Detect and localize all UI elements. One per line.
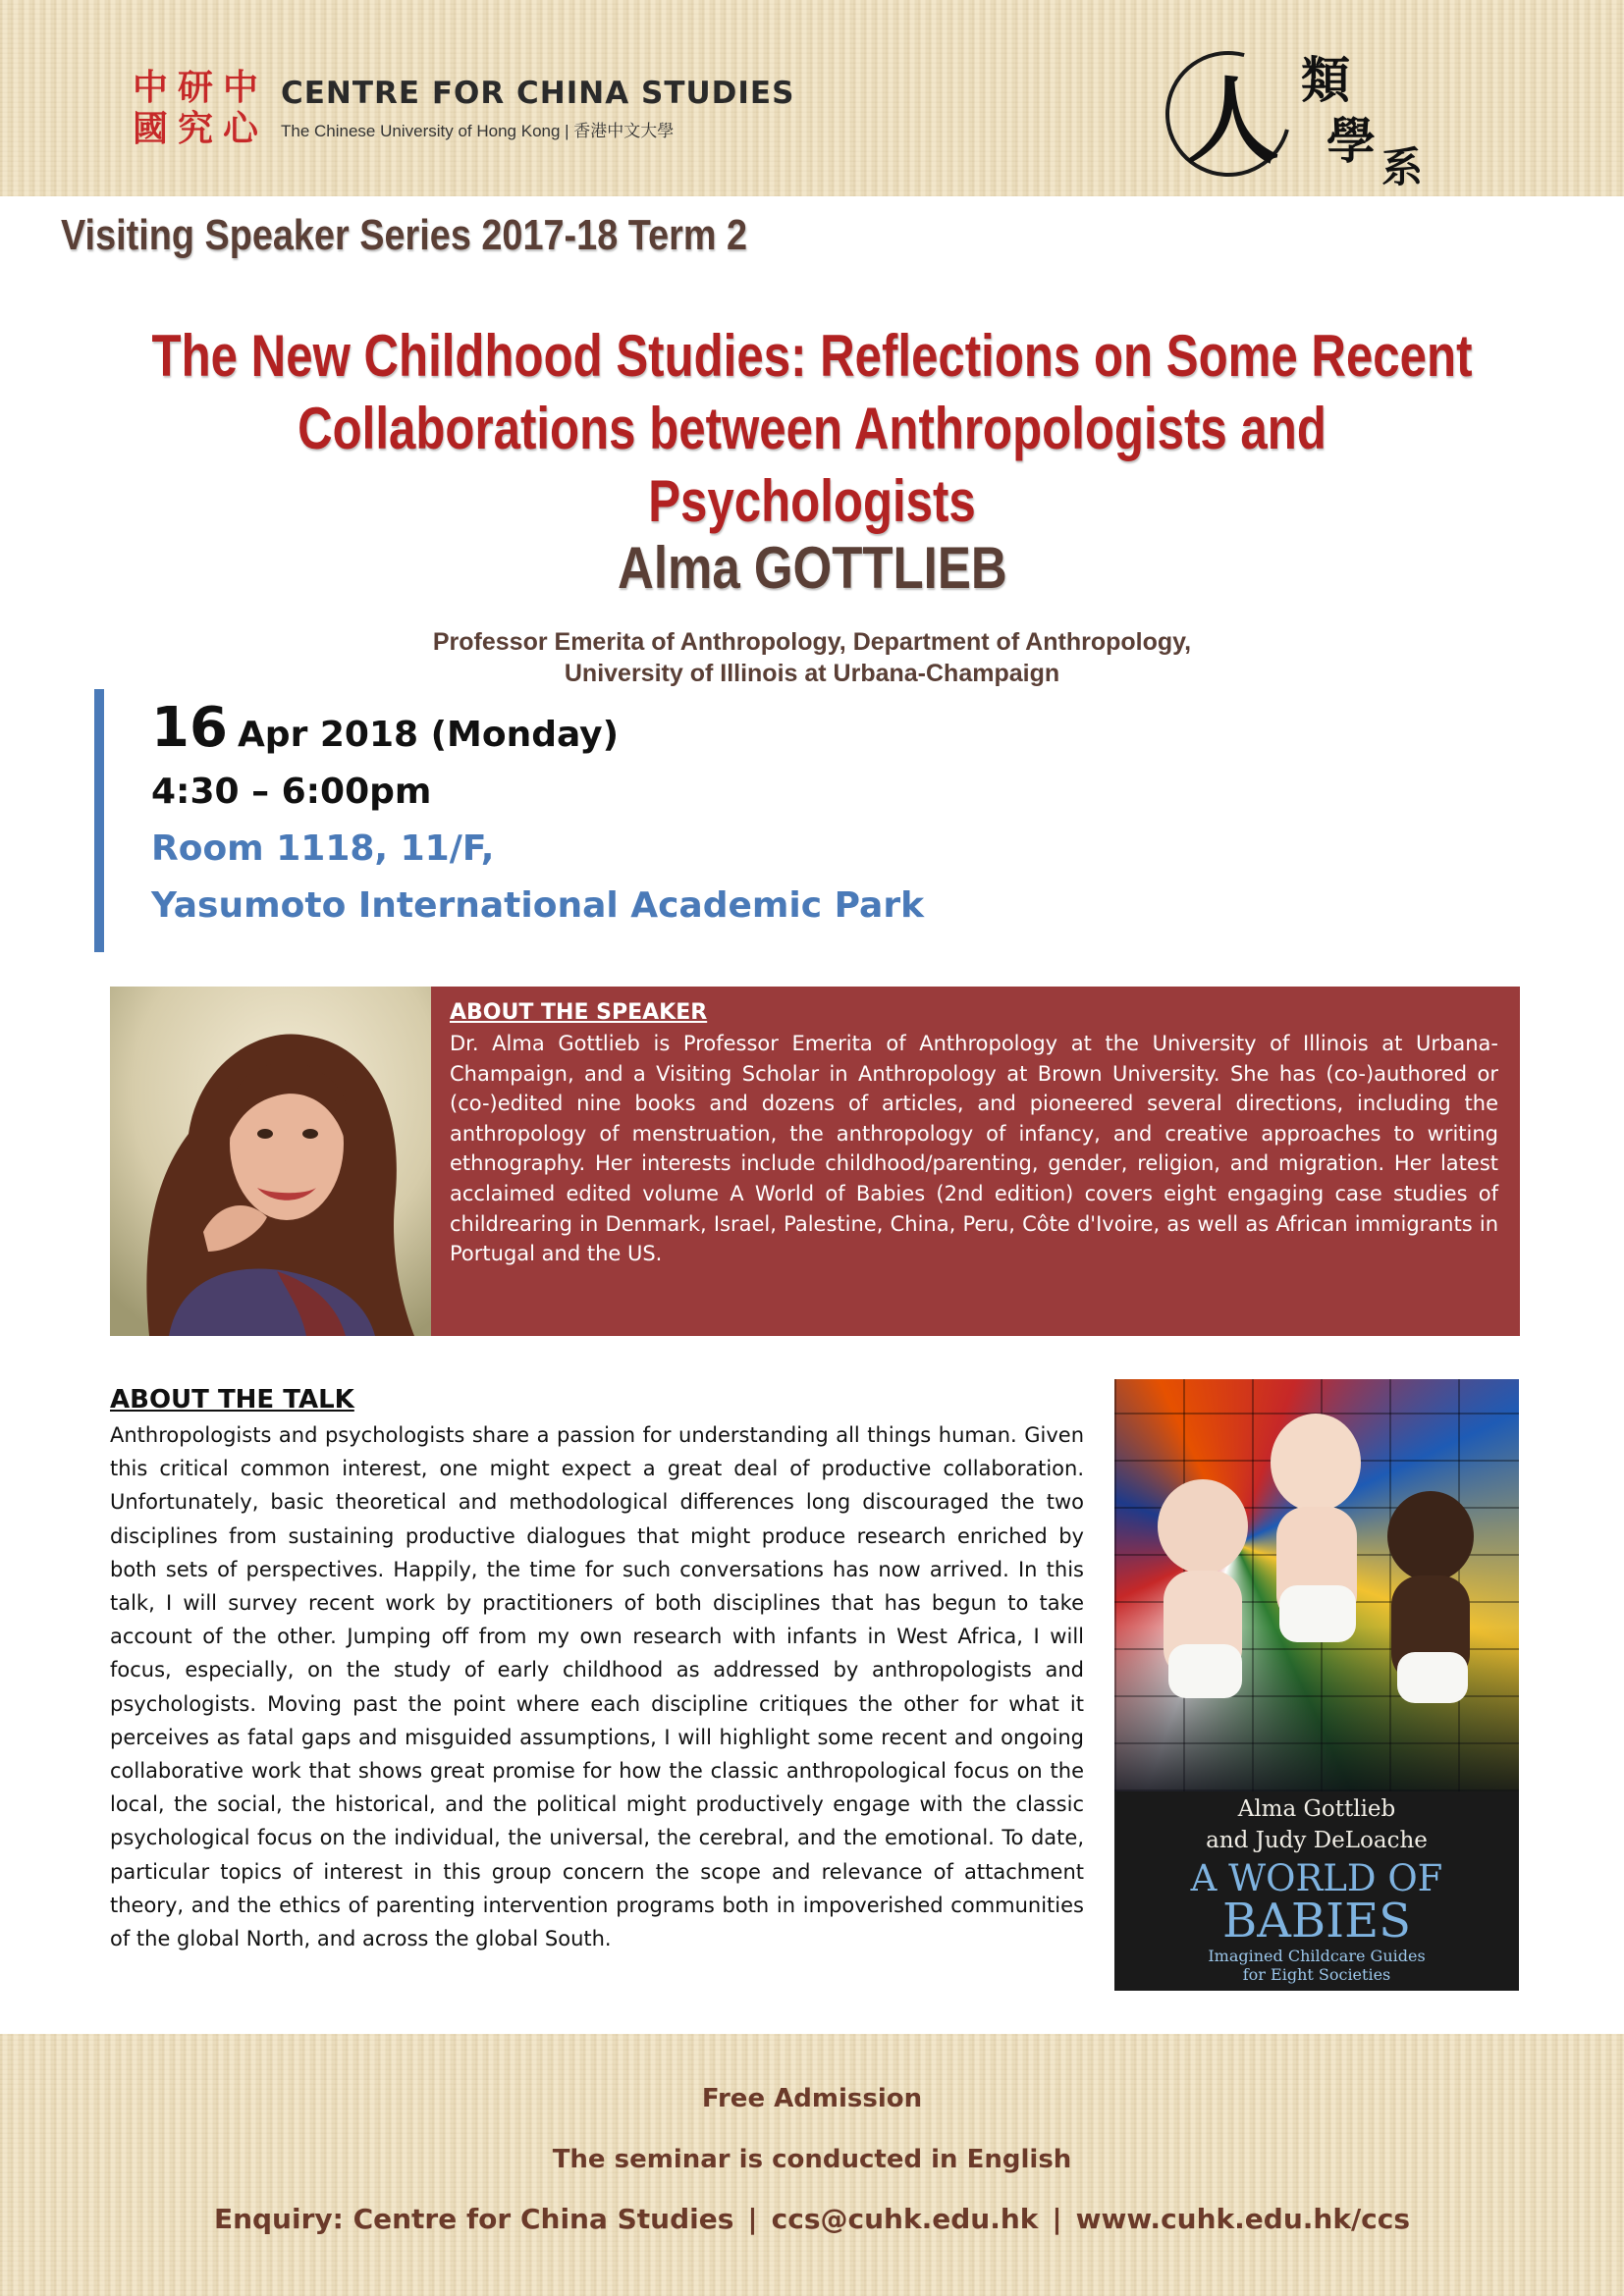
ccs-text	[281, 76, 794, 141]
enquiry-line	[0, 2201, 1624, 2238]
event-accent-bar	[94, 689, 104, 952]
book-cover	[1114, 1379, 1519, 1991]
seal-char: 究	[177, 108, 213, 149]
logo-char: 系	[1381, 143, 1424, 191]
book-title-line: BABIES	[1221, 1894, 1412, 1949]
event-details	[151, 696, 925, 934]
ccs-seal-logo	[130, 69, 263, 147]
speaker-photo	[110, 987, 431, 1336]
seal-char: 研	[177, 67, 213, 108]
anthropology-logo	[1154, 37, 1448, 191]
book-author: and Judy DeLoache	[1206, 1828, 1428, 1853]
talk-abstract: Anthropologists and psychologists share a passion for understanding all things human. Given this critical common interest, one might expect a great deal of productive collaboration. Unfortunately, basic theoretical and methodological differences long discouraged the two disciplines from sustaining productive dialogues that might produce research enriched by both sets of perspectives. Happily, the time for such conversations has now arrived. In this talk, I will survey recent work by practitioners of both disciplines that has begun to take account of the other. Jumping off from my own research with infants in West Africa, I will focus, especially, on the study of early childhood as addressed by anthropologists and psychologists. Moving past the point where each discipline critiques the other for what it perceives as fatal gaps and misguided assumptions, I will highlight some recent and ongoing collaborative work that shows great promise for how the classic anthropological focus on the local, the social, the historical, and the political might productively engage with the classic psychological focus on the individual, the universal, the cerebral, and the emotional. To date, particular topics of interest in this group concern the scope and relevance of attachment theory, and the ethics of parenting intervention programs both in impoverished communities of the global North, and across the global South.	[110, 1423, 1084, 1951]
talk-title-line: The New Childhood Studies: Reflections on Some Recent	[151, 323, 1473, 389]
event-venue-room: Room 1118, 11/F,	[151, 828, 495, 869]
event-time: 4:30 – 6:00pm	[151, 772, 432, 812]
speaker-name-text: Alma GOTTLIEB	[617, 535, 1007, 601]
series-title: Visiting Speaker Series 2017-18 Term 2	[61, 211, 748, 259]
affiliation-line: Professor Emerita of Anthropology, Department of Anthropology,	[432, 628, 1192, 656]
ccs-logo	[130, 69, 794, 147]
logo-char: 類	[1301, 51, 1350, 109]
book-subtitle-line: for Eight Societies	[1242, 1965, 1391, 1984]
speaker-name	[0, 534, 1624, 602]
separator: |	[1052, 2203, 1062, 2235]
speaker-portrait-icon	[110, 987, 431, 1336]
seal-char: 中	[132, 67, 168, 108]
language-note: The seminar is conducted in English	[552, 2145, 1072, 2174]
footer	[0, 2081, 1624, 2238]
affiliation-line: University of Illinois at Urbana-Champaign	[564, 660, 1060, 687]
enquiry-email-link[interactable]: ccs@cuhk.edu.hk	[771, 2203, 1039, 2235]
separator: |	[747, 2203, 758, 2235]
talk-title	[0, 320, 1624, 538]
admission-note: Free Admission	[701, 2084, 923, 2113]
event-date-rest: Apr 2018 (Monday)	[237, 715, 620, 755]
logo-char: 學	[1326, 112, 1376, 170]
enquiry-label: Enquiry: Centre for China Studies	[213, 2203, 734, 2235]
seal-char: 中	[222, 67, 258, 108]
book-author: Alma Gottlieb	[1237, 1796, 1396, 1822]
book-flags-background	[1114, 1379, 1519, 1791]
event-date	[151, 696, 924, 760]
book-authors	[1114, 1793, 1519, 1856]
about-talk-heading: ABOUT THE TALK	[110, 1385, 354, 1415]
book-title-line: A WORLD OF	[1190, 1857, 1443, 1899]
enquiry-website-link[interactable]: www.cuhk.edu.hk/ccs	[1075, 2203, 1411, 2235]
about-talk-section	[110, 1382, 1084, 1955]
about-speaker-heading: ABOUT THE SPEAKER	[450, 1000, 708, 1025]
event-venue-building: Yasumoto International Academic Park	[151, 885, 925, 926]
speaker-bio: Dr. Alma Gottlieb is Professor Emerita of Anthropology at the University of Illinois at Urbana-Champaign, and a Visiting Scholar in Anthropology at Brown University. She has (co-)authored or (co-)edited nine books and dozens of articles, and pioneered several directions, including the anthropology of menstruation, the anthropology of infancy, and creative approaches to writing ethnography. Her interests include childhood/parenting, gender, religion, and migration. Her latest acclaimed edited volume A World of Babies (2nd edition) covers eight engaging case studies of childrearing in Denmark, Israel, Palestine, China, Peru, Côte d'Ivoire, as well as African immigrants in Portugal and the US.	[450, 1032, 1498, 1266]
ccs-name: CENTRE FOR CHINA STUDIES	[281, 75, 795, 111]
ccs-subtitle: The Chinese University of Hong Kong | 香港中文大學	[281, 121, 675, 140]
seal-char: 國	[132, 108, 168, 149]
about-speaker-box	[431, 987, 1520, 1336]
talk-title-line: Collaborations between Anthropologists and Psychologists	[298, 396, 1326, 534]
seal-char: 心	[222, 108, 258, 149]
speaker-affiliation	[0, 626, 1624, 689]
event-day: 16	[151, 696, 228, 760]
babies-illustration-icon	[1114, 1379, 1519, 1791]
book-subtitle-line: Imagined Childcare Guides	[1208, 1947, 1426, 1965]
logo-char: 人	[1185, 66, 1279, 177]
book-subtitle	[1114, 1947, 1519, 1984]
